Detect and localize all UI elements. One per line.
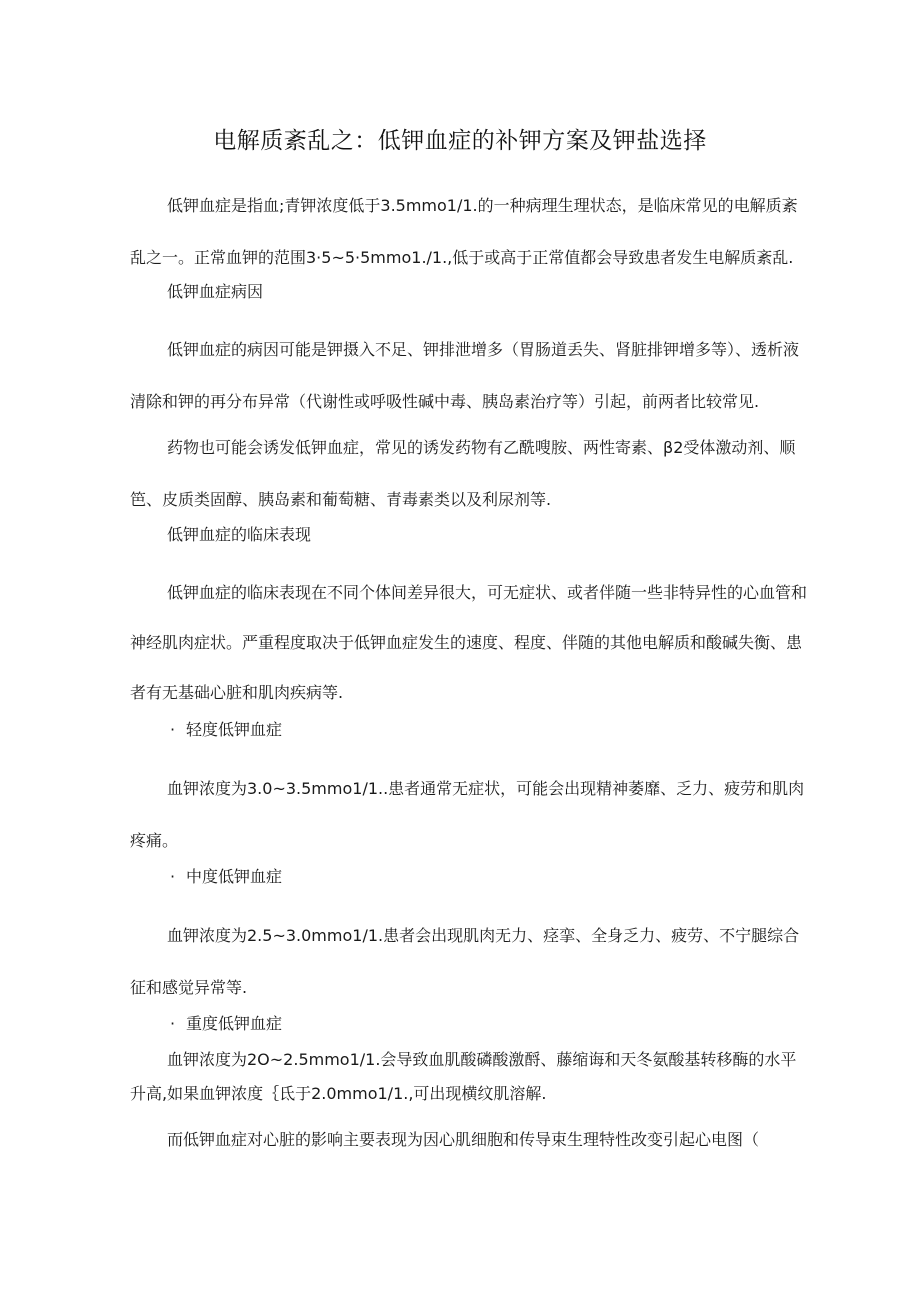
text-line: 血钾浓度为2O~2.5mmo1∕1.会导致血肌酸磷酸激酹、藤缩诲和天冬氨酸基转移酶的水平 (167, 1050, 797, 1069)
bullet-moderate (170, 864, 282, 890)
text-line: 升高,如果血钾浓度｛氐于2.0mmo1∕1.,可出现横纹肌溶解. (130, 1084, 547, 1103)
text-line: 血钾浓度为2.5~3.0mmo1∕1.患者会出现肌肉无力、痉挛、全身乏力、疲劳、不宁腿综合 (167, 926, 800, 945)
paragraph-causes (130, 324, 842, 428)
paragraph-severe (130, 1043, 842, 1111)
text-line: 乱之一。正常血钾的范围3·5~5·5mmo1./1.,低于或高于正常值都会导致患者发生电解质紊乱. (130, 248, 794, 267)
text-line: 血钾浓度为3.0~3.5mmo1∕1..患者通常无症状，可能会出现精神萎靡、乏力、疲劳和肌肉 (167, 779, 805, 798)
text-line: 神经肌肉症状。严重程度取决于低钾血症发生的速度、程度、伴随的其他电解质和酸碱失衡、患 (130, 633, 803, 652)
bullet-dot: · (170, 867, 176, 886)
paragraph-cardiac (130, 1125, 842, 1155)
text-line: 药物也可能会诱发低钾血症，常见的诱发药物有乙酰嗖胺、两性寄素、β2受体激动剂、顺 (167, 438, 796, 457)
bullet-label: 轻度低钾血症 (186, 720, 283, 739)
paragraph-moderate (130, 910, 842, 1014)
text-line: 低钾血症的病因可能是钾摄入不足、钾排泄增多（胃肠道丢失、肾脏排钾增多等）、透析液 (167, 340, 800, 359)
paragraph-definition (130, 180, 842, 284)
text-line: 笆、皮质类固醇、胰岛素和葡萄糖、青毒素类以及利尿剂等. (130, 490, 552, 509)
bullet-dot: · (170, 1014, 176, 1033)
text-line: 低钾血症的临床表现在不同个体间差异很大，可无症状、或者伴随一些非特异性的心血管和 (167, 583, 808, 602)
paragraph-drugs (130, 422, 842, 526)
heading-clinical: 低钾血症的临床表现 (167, 525, 312, 544)
text-line: 者有无基础心脏和肌肉疾病等. (130, 683, 344, 702)
bullet-mild (170, 717, 282, 743)
paragraph-mild (130, 763, 842, 867)
heading-causes: 低钾血症病因 (167, 282, 264, 301)
text-line: 而低钾血症对心脏的影响主要表现为因心肌细胞和传导束生理特性改变引起心电图（ (167, 1130, 760, 1149)
text-line: 征和感觉异常等. (130, 978, 248, 997)
bullet-severe (170, 1011, 282, 1037)
bullet-dot: · (170, 720, 176, 739)
bullet-label: 重度低钾血症 (186, 1014, 283, 1033)
text-line: 低钾血症是指血;青钾浓度低于3.5mmo1∕1.的一种病理生理状态，是临床常见的电解质紊 (167, 196, 798, 215)
paragraph-clinical (130, 568, 842, 718)
document-title: 电解质紊乱之：低钾血症的补钾方案及钾盐选择 (213, 128, 707, 154)
text-line: 清除和钾的再分布异常（代谢性或呼吸性碱中毒、胰岛素治疗等）引起，前两者比较常见. (130, 392, 760, 411)
bullet-label: 中度低钾血症 (186, 867, 283, 886)
text-line: 疼痛。 (130, 831, 179, 850)
